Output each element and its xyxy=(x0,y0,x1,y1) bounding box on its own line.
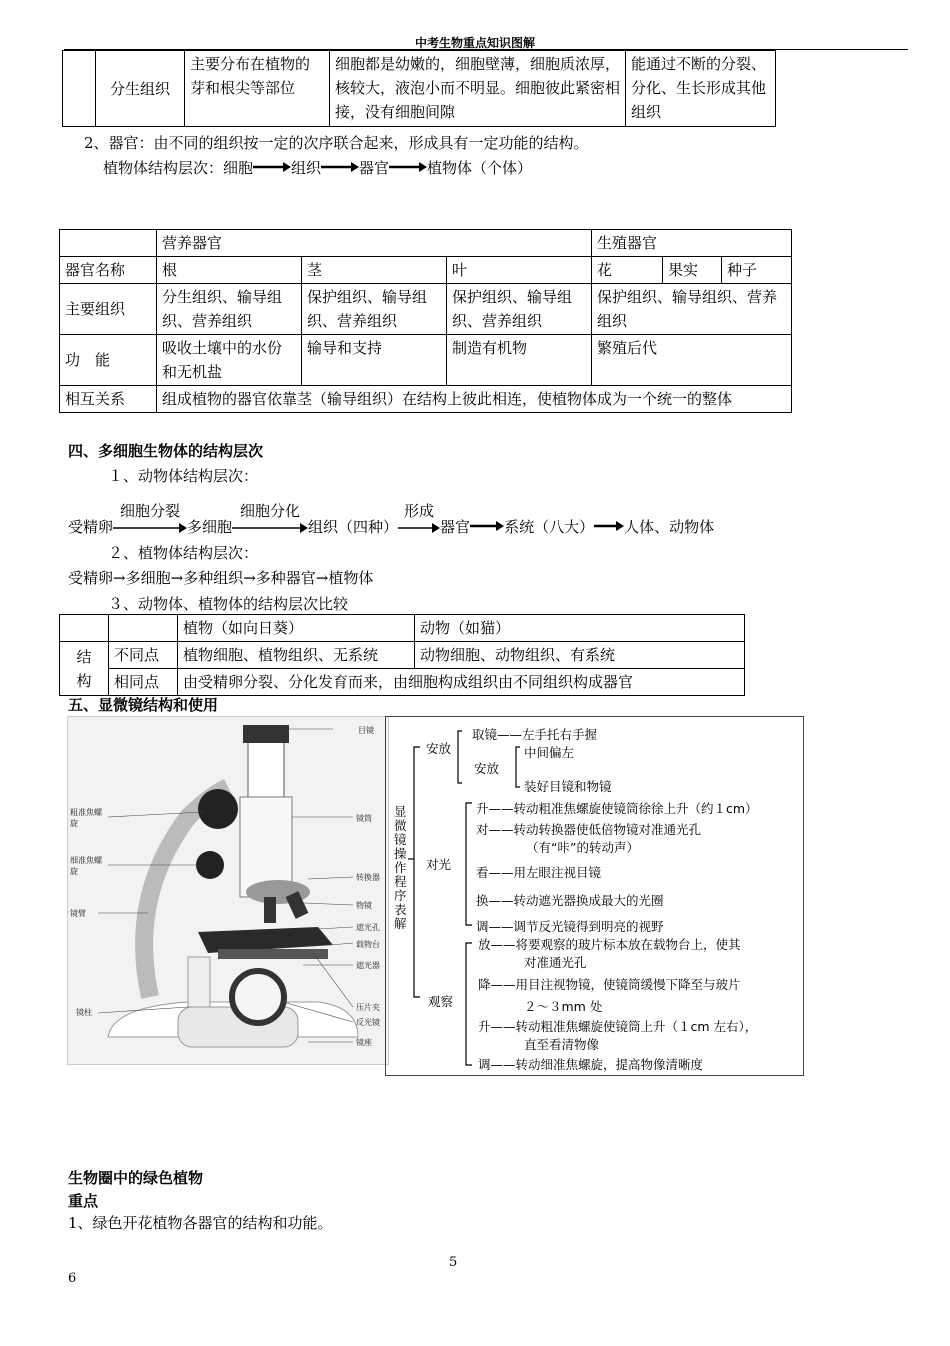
reproductive-organs-head: 生殖器官 xyxy=(592,230,792,257)
plant-level-step: 组织 xyxy=(291,159,322,177)
flow-dg-2b: （有“咔”的转动声） xyxy=(526,840,639,855)
row-label: 主要组织 xyxy=(60,284,157,335)
organ-cell: 种子 xyxy=(722,257,792,284)
organ-definition: 2、器官：由不同的组织按一定的次序联合起来，形成具有一定功能的结构。 xyxy=(84,134,589,152)
tissue-table xyxy=(62,50,776,127)
section4-item3: ３、动物体、植物体的结构层次比较 xyxy=(108,595,349,613)
page-header: 中考生物重点知识图解 xyxy=(414,36,535,50)
flow-dg-3: 看——用左眼注视目镜 xyxy=(476,865,602,880)
organ-cell: 果实 xyxy=(663,257,722,284)
flow-dg-1: 升——转动粗准焦螺旋使镜筒徐徐上升（约１cm） xyxy=(476,801,758,816)
section5-title: 五、显微镜结构和使用 xyxy=(68,696,219,714)
green-plants-title: 生物圈中的绿色植物 xyxy=(68,1169,204,1187)
key-points-label: 重点 xyxy=(68,1192,99,1210)
label-diaphragm: 遮光器 xyxy=(356,961,380,970)
label-fine: 细准焦螺旋 xyxy=(70,856,102,876)
flow-duiguang: 对光 xyxy=(426,857,452,872)
arrow-icon xyxy=(470,520,504,532)
flow-gc-1a: 放——将要观察的玻片标本放在载物台上，使其 xyxy=(478,937,741,952)
flow-gc-3b: 直至看清物像 xyxy=(524,1037,600,1052)
label-coarse: 粗准焦螺旋 xyxy=(70,808,102,828)
flow-anfang2: 安放 xyxy=(474,761,500,776)
arrow-icon xyxy=(389,161,427,173)
tissue-location: 主要分布在植物的芽和根尖等部位 xyxy=(185,51,330,127)
arrow-label: 细胞分化 xyxy=(240,502,301,520)
plant-levels-prefix: 植物体结构层次：细胞 xyxy=(103,159,254,177)
label-clip: 压片夹 xyxy=(356,1003,380,1012)
microscope-operation-flow xyxy=(385,716,804,1076)
flow-gc-2b: ２～３mm 处 xyxy=(524,999,603,1014)
flow-node: 人体、动物体 xyxy=(624,518,715,536)
flow-arrow xyxy=(232,502,308,536)
label-base: 镜座 xyxy=(356,1038,372,1047)
compare-table xyxy=(59,614,745,696)
tissue-feature: 细胞都是幼嫩的，细胞壁薄，细胞质浓厚，核较大，液泡小而不明显。细胞彼此紧密相接，没有细胞间隙 xyxy=(330,51,626,127)
label-pillar: 镜柱 xyxy=(76,1008,92,1017)
side-label-2: 构 xyxy=(76,671,92,690)
animal-head: 动物（如猫） xyxy=(415,615,745,642)
tissue-cell: 保护组织、输导组织、营养组织 xyxy=(447,284,592,335)
flow-gc-2a: 降——用目注视物镜，使镜筒缓慢下降至与玻片 xyxy=(478,977,741,992)
function-cell: 制造有机物 xyxy=(447,335,592,386)
arrow-icon xyxy=(321,161,359,173)
label-mirror: 反光镜 xyxy=(356,1018,380,1027)
flow-qujing: 取镜——左手托右手握 xyxy=(472,727,598,742)
same-text: 由受精卵分裂、分化发育而来，由细胞构成组织由不同组织构成器官 xyxy=(178,669,745,696)
flow-dg-4: 换——转动遮光器换成最大的光圈 xyxy=(476,893,664,908)
page-number: 5 xyxy=(449,1255,458,1270)
arrow-icon: → xyxy=(113,569,126,587)
vegetative-organs-head: 营养器官 xyxy=(157,230,592,257)
row-label: 相互关系 xyxy=(60,386,157,413)
flow-an-2: 装好目镜和物镜 xyxy=(524,779,612,794)
flow-node: 多种器官 xyxy=(255,569,316,587)
flow-node: 受精卵 xyxy=(68,518,114,536)
arrow-label: 细胞分裂 xyxy=(120,502,181,520)
plant-level-step: 植物体（个体） xyxy=(427,159,533,177)
arrow-icon xyxy=(232,522,308,534)
organ-cell: 根 xyxy=(157,257,302,284)
organ-cell: 茎 xyxy=(302,257,447,284)
function-cell: 吸收土壤中的水份和无机盐 xyxy=(157,335,302,386)
key-point-1: 1、绿色开花植物各器官的结构和功能。 xyxy=(68,1214,333,1232)
arrow-icon xyxy=(398,522,440,534)
flow-node: 多细胞 xyxy=(187,518,233,536)
tissue-cell: 保护组织、输导组织、营养组织 xyxy=(592,284,792,335)
organ-table xyxy=(59,229,792,413)
side-label xyxy=(60,642,109,696)
flow-dg-2a: 对——转动转换器使低倍物镜对准通光孔 xyxy=(476,822,702,837)
flow-arrow xyxy=(113,502,187,536)
arrow-icon xyxy=(253,161,291,173)
flow-dg-5: 调——调节反光镜得到明亮的视野 xyxy=(476,919,664,934)
microscope-drawing xyxy=(68,717,388,1064)
flow-node: 器官 xyxy=(440,518,471,536)
diff-animal: 动物细胞、动物组织、有系统 xyxy=(415,642,745,669)
flow-node: 多细胞 xyxy=(125,569,171,587)
compare-corner xyxy=(109,615,178,642)
organ-cell: 叶 xyxy=(447,257,592,284)
tissue-cell: 保护组织、输导组织、营养组织 xyxy=(302,284,447,335)
plant-flow xyxy=(68,567,373,588)
flow-node: 多种组织 xyxy=(183,569,244,587)
row-label: 功 能 xyxy=(60,335,157,386)
arrow-icon: → xyxy=(243,569,256,587)
corner-number: 6 xyxy=(68,1271,77,1286)
flow-node: 系统（八大） xyxy=(504,518,595,536)
same-label: 相同点 xyxy=(109,669,178,696)
plant-levels xyxy=(103,157,532,178)
function-cell: 输导和支持 xyxy=(302,335,447,386)
section4-title: 四、多细胞生物体的结构层次 xyxy=(68,442,264,460)
tissue-name: 分生组织 xyxy=(96,51,185,127)
flow-node: 组织（四种） xyxy=(308,518,399,536)
arrow-icon xyxy=(594,520,624,532)
label-tube: 镜筒 xyxy=(356,814,372,823)
label-arm: 镜臂 xyxy=(70,909,86,918)
arrow-label: 形成 xyxy=(404,502,435,520)
section4-item2: ２、植物体结构层次： xyxy=(108,544,259,562)
flow-an-1: 中间偏左 xyxy=(524,745,575,760)
flow-anfang: 安放 xyxy=(426,741,452,756)
flow-gc-1b: 对准通光孔 xyxy=(524,955,587,970)
diff-plant: 植物细胞、植物组织、无系统 xyxy=(178,642,415,669)
label-eyepiece: 目镜 xyxy=(358,726,374,735)
arrow-icon xyxy=(113,522,187,534)
microscope-figure xyxy=(67,716,389,1065)
tissue-cell: 分生组织、输导组织、营养组织 xyxy=(157,284,302,335)
flow-arrow xyxy=(398,502,440,536)
function-cell: 繁殖后代 xyxy=(592,335,792,386)
plant-level-step: 器官 xyxy=(359,159,390,177)
compare-corner xyxy=(60,615,109,642)
flow-gc-4: 调——转动细准焦螺旋，提高物像清晰度 xyxy=(478,1057,704,1072)
label-aperture: 遮光孔 xyxy=(356,923,380,932)
flow-guancha: 观察 xyxy=(428,994,454,1009)
flow-node: 植物体 xyxy=(328,569,374,587)
relation-cell: 组成植物的器官依靠茎（输导组织）在结构上彼此相连，使植物体成为一个统一的整体 xyxy=(157,386,792,413)
flow-gc-3a: 升——转动粗准焦螺旋使镜筒上升（１cm 左右）， xyxy=(478,1019,758,1034)
row-label: 器官名称 xyxy=(60,257,157,284)
flow-node: 受精卵 xyxy=(68,569,114,587)
tissue-blank-cell xyxy=(63,51,96,127)
label-stage: 载物台 xyxy=(356,940,380,949)
section4-item1: １、动物体结构层次： xyxy=(108,467,259,485)
arrow-icon: → xyxy=(170,569,184,587)
organ-cell: 花 xyxy=(592,257,663,284)
diff-label: 不同点 xyxy=(109,642,178,669)
side-label-1: 结 xyxy=(76,647,92,666)
label-objective: 物镜 xyxy=(356,901,372,910)
organ-table-corner xyxy=(60,230,157,257)
arrow-icon: → xyxy=(315,569,329,587)
animal-flow xyxy=(68,502,715,537)
plant-head: 植物（如向日葵） xyxy=(178,615,415,642)
tissue-function: 能通过不断的分裂、分化、生长形成其他组织 xyxy=(626,51,776,127)
label-converter: 转换器 xyxy=(356,873,380,882)
flow-root: 显微镜操作程序表解 xyxy=(394,804,407,931)
